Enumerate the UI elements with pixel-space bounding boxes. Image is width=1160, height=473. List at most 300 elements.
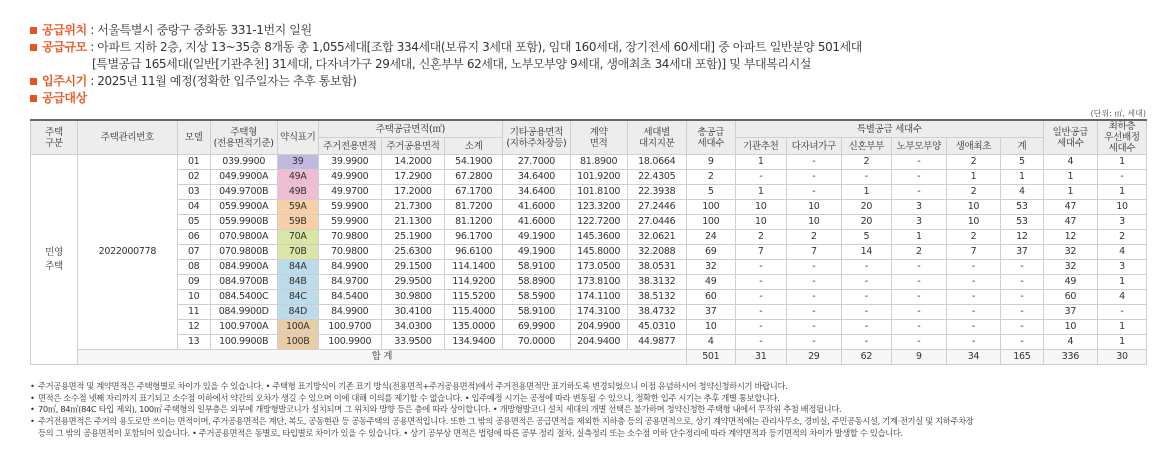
col-model: 모델 <box>177 120 210 155</box>
cell-newly: 2 <box>841 155 891 170</box>
info-scale <box>30 39 862 56</box>
cell-total: 2 <box>686 170 735 185</box>
cell-sum: - <box>1000 305 1043 320</box>
col-lowest: 최하층 우선배정 세대수 <box>1097 120 1146 155</box>
cell-model: 03 <box>177 185 210 200</box>
cell-model: 09 <box>177 275 210 290</box>
col-common: 주거공용면적 <box>381 138 444 155</box>
cell-sub: 115.4000 <box>445 305 503 320</box>
col-house-type: 주택 구분 <box>31 120 78 155</box>
cell-general: 10 <box>1043 320 1097 335</box>
cell-land: 22.4305 <box>627 170 686 185</box>
cell-multi: 10 <box>786 200 841 215</box>
cell-other: 41.6000 <box>503 215 570 230</box>
info-target <box>30 90 862 107</box>
cell-excl: 39.9900 <box>318 155 381 170</box>
cell-model: 01 <box>177 155 210 170</box>
cell-excl: 84.5400 <box>318 290 381 305</box>
cell-newly: 5 <box>841 230 891 245</box>
cell-type: 039.9900 <box>210 155 277 170</box>
cell-total: 49 <box>686 275 735 290</box>
cell-common: 30.9800 <box>381 290 444 305</box>
cell-lowest: 3 <box>1097 215 1146 230</box>
cell-first: 10 <box>946 215 1000 230</box>
cell-multi: - <box>786 185 841 200</box>
col-inst: 기관추천 <box>735 138 786 155</box>
cell-contract: 204.9900 <box>570 320 627 335</box>
cell-excl: 70.9800 <box>318 245 381 260</box>
cell-contract: 174.3100 <box>570 305 627 320</box>
cell-other: 34.6400 <box>503 170 570 185</box>
cell-other: 41.6000 <box>503 200 570 215</box>
cell-elder: 3 <box>891 215 946 230</box>
cell-land: 32.2088 <box>627 245 686 260</box>
cell-common: 25.6300 <box>381 245 444 260</box>
cell-common: 25.1900 <box>381 230 444 245</box>
cell-model: 12 <box>177 320 210 335</box>
cell-abbr: 70B <box>277 245 318 260</box>
cell-abbr: 59B <box>277 215 318 230</box>
cell-model: 02 <box>177 170 210 185</box>
notes <box>30 381 973 440</box>
cell-contract: 81.8900 <box>570 155 627 170</box>
supply-info <box>30 22 862 107</box>
cell-first: 2 <box>946 185 1000 200</box>
cell-inst: 7 <box>735 245 786 260</box>
cell-contract: 145.8000 <box>570 245 627 260</box>
cell-lowest: 1 <box>1097 275 1146 290</box>
cell-contract: 173.8100 <box>570 275 627 290</box>
cell-newly: - <box>841 290 891 305</box>
cell-house-no: 2022000778 <box>77 155 177 350</box>
cell-elder: - <box>891 335 946 350</box>
cell-general: 32 <box>1043 245 1097 260</box>
cell-other: 27.7000 <box>503 155 570 170</box>
cell-total: 100 <box>686 215 735 230</box>
cell-general: 12 <box>1043 230 1097 245</box>
table-row <box>31 260 1147 275</box>
cell-first: 10 <box>946 200 1000 215</box>
cell-lowest: 10 <box>1097 200 1146 215</box>
cell-total: 9 <box>686 155 735 170</box>
cell-multi: - <box>786 305 841 320</box>
supply-table <box>30 119 1147 365</box>
table-row <box>31 215 1147 230</box>
cell-multi: - <box>786 155 841 170</box>
table-row <box>31 275 1147 290</box>
cell-inst: 10 <box>735 200 786 215</box>
cell-sum: - <box>1000 290 1043 305</box>
cell-total: 4 <box>686 335 735 350</box>
cell-contract: 123.3200 <box>570 200 627 215</box>
bullet-square-icon <box>30 27 37 34</box>
cell-contract: 101.9200 <box>570 170 627 185</box>
table-row <box>31 305 1147 320</box>
cell-land: 22.3938 <box>627 185 686 200</box>
cell-sum: 12 <box>1000 230 1043 245</box>
cell-newly: 20 <box>841 200 891 215</box>
cell-multi: - <box>786 275 841 290</box>
cell-total-sum: 165 <box>1000 350 1043 365</box>
cell-excl: 84.9700 <box>318 275 381 290</box>
cell-other: 70.0000 <box>503 335 570 350</box>
col-abbr: 약식표기 <box>277 120 318 155</box>
table-row <box>31 170 1147 185</box>
cell-elder: - <box>891 170 946 185</box>
cell-excl: 84.9900 <box>318 305 381 320</box>
cell-excl: 70.9800 <box>318 230 381 245</box>
cell-sub: 81.7200 <box>445 200 503 215</box>
col-special: 특별공급 세대수 <box>735 120 1043 138</box>
cell-first: - <box>946 320 1000 335</box>
cell-newly: - <box>841 260 891 275</box>
cell-type: 084.9900A <box>210 260 277 275</box>
cell-general: 4 <box>1043 335 1097 350</box>
cell-total-elder: 9 <box>891 350 946 365</box>
cell-type: 059.9900A <box>210 200 277 215</box>
cell-model: 13 <box>177 335 210 350</box>
cell-elder: 1 <box>891 230 946 245</box>
cell-total: 10 <box>686 320 735 335</box>
cell-abbr: 84D <box>277 305 318 320</box>
cell-multi: - <box>786 170 841 185</box>
col-first: 생애최초 <box>946 138 1000 155</box>
note-item: • 면적은 소수점 넷째 자리까지 표기되고 소수점 이하에서 약간의 오차가 생길 수 있으며 이에 대해 이의를 제기할 수 없습니다. • 입주예정 시기는 공정에 따라 변동될 수 있으니, 정확한 입주 시기는 추후 개별 통보합니다. <box>30 393 973 405</box>
cell-sum: - <box>1000 260 1043 275</box>
cell-other: 49.1900 <box>503 245 570 260</box>
cell-sum: 53 <box>1000 200 1043 215</box>
cell-land: 18.0664 <box>627 155 686 170</box>
cell-inst: - <box>735 335 786 350</box>
cell-land: 27.0446 <box>627 215 686 230</box>
cell-sub: 96.1700 <box>445 230 503 245</box>
cell-excl: 49.9700 <box>318 185 381 200</box>
cell-land: 38.5132 <box>627 290 686 305</box>
cell-sum: 5 <box>1000 155 1043 170</box>
cell-newly: - <box>841 170 891 185</box>
cell-first: 7 <box>946 245 1000 260</box>
cell-sub: 115.5200 <box>445 290 503 305</box>
cell-multi: 7 <box>786 245 841 260</box>
cell-first: - <box>946 260 1000 275</box>
cell-sum: - <box>1000 320 1043 335</box>
cell-other: 58.9100 <box>503 305 570 320</box>
col-contract: 계약 면적 <box>570 120 627 155</box>
cell-land: 38.0531 <box>627 260 686 275</box>
cell-newly: 20 <box>841 215 891 230</box>
cell-model: 10 <box>177 290 210 305</box>
cell-elder: 3 <box>891 200 946 215</box>
cell-first: - <box>946 290 1000 305</box>
cell-multi: - <box>786 290 841 305</box>
cell-total: 60 <box>686 290 735 305</box>
table-row <box>31 335 1147 350</box>
table-row <box>31 155 1147 170</box>
col-excl: 주거전용면적 <box>318 138 381 155</box>
col-other: 기타공용면적 (지하주차장등) <box>503 120 570 155</box>
cell-general: 1 <box>1043 170 1097 185</box>
cell-land: 45.0310 <box>627 320 686 335</box>
cell-inst: - <box>735 170 786 185</box>
info-location-label: 공급위치 <box>42 23 87 37</box>
cell-common: 14.2000 <box>381 155 444 170</box>
cell-sum: 4 <box>1000 185 1043 200</box>
cell-sum: 53 <box>1000 215 1043 230</box>
bullet-square-icon <box>30 78 37 85</box>
cell-sub: 67.1700 <box>445 185 503 200</box>
cell-newly: 14 <box>841 245 891 260</box>
cell-elder: - <box>891 275 946 290</box>
cell-total: 5 <box>686 185 735 200</box>
cell-sub: 81.1200 <box>445 215 503 230</box>
cell-type: 100.9700A <box>210 320 277 335</box>
cell-elder: - <box>891 185 946 200</box>
cell-general: 32 <box>1043 260 1097 275</box>
cell-common: 34.0300 <box>381 320 444 335</box>
cell-sub: 114.9200 <box>445 275 503 290</box>
col-elder: 노부모부양 <box>891 138 946 155</box>
col-general: 일반공급 세대수 <box>1043 120 1097 155</box>
cell-total-newly: 62 <box>841 350 891 365</box>
cell-first: - <box>946 305 1000 320</box>
cell-sub: 114.1400 <box>445 260 503 275</box>
cell-sum: - <box>1000 335 1043 350</box>
info-move-in <box>30 73 862 90</box>
cell-excl: 59.9900 <box>318 200 381 215</box>
cell-sum: - <box>1000 275 1043 290</box>
cell-other: 58.8900 <box>503 275 570 290</box>
cell-first: 1 <box>946 170 1000 185</box>
cell-inst: 2 <box>735 230 786 245</box>
cell-land: 27.2446 <box>627 200 686 215</box>
cell-inst: 1 <box>735 155 786 170</box>
col-sum: 계 <box>1000 138 1043 155</box>
cell-abbr: 70A <box>277 230 318 245</box>
col-area: 주택공급면적(㎡) <box>318 120 503 138</box>
cell-type: 070.9800B <box>210 245 277 260</box>
cell-inst: - <box>735 275 786 290</box>
cell-lowest: 1 <box>1097 335 1146 350</box>
cell-lowest: 1 <box>1097 155 1146 170</box>
cell-general: 4 <box>1043 155 1097 170</box>
cell-other: 58.9100 <box>503 260 570 275</box>
note-item: 등의 그 밖의 공용면적이 포함되어 있습니다. • 주거공용면적은 동별로, 타입별로 차이가 있을 수 있습니다. • 상기 공부상 면적은 법령에 따른 공부 정리 절차, 실측정리 또는 소수점 이하 단수정리에 따라 계약면적과 등기면적의 차이가 발생할 수 있습니다. <box>38 427 903 438</box>
cell-type: 100.9900B <box>210 335 277 350</box>
cell-land: 44.9877 <box>627 335 686 350</box>
cell-newly: 1 <box>841 185 891 200</box>
cell-elder: 2 <box>891 245 946 260</box>
cell-excl: 100.9700 <box>318 320 381 335</box>
bullet-square-icon <box>30 44 37 51</box>
cell-total-first: 34 <box>946 350 1000 365</box>
cell-type: 049.9900A <box>210 170 277 185</box>
cell-newly: - <box>841 335 891 350</box>
info-move-in-label: 입주시기 <box>42 74 87 88</box>
cell-newly: - <box>841 275 891 290</box>
cell-total-label: 합 계 <box>77 350 686 365</box>
cell-land: 32.0621 <box>627 230 686 245</box>
cell-first: - <box>946 275 1000 290</box>
cell-elder: - <box>891 290 946 305</box>
col-multi: 다자녀가구 <box>786 138 841 155</box>
cell-abbr: 84B <box>277 275 318 290</box>
cell-excl: 59.9900 <box>318 215 381 230</box>
info-scale-label: 공급규모 <box>42 40 87 54</box>
cell-lowest: 1 <box>1097 185 1146 200</box>
cell-abbr: 59A <box>277 200 318 215</box>
info-move-in-text: : 2025년 11월 예정(정확한 입주일자는 추후 통보함) <box>86 74 357 88</box>
cell-elder: - <box>891 320 946 335</box>
cell-inst: 10 <box>735 215 786 230</box>
cell-total-inst: 31 <box>735 350 786 365</box>
total-row <box>31 350 1147 365</box>
col-house-no: 주택관리번호 <box>77 120 177 155</box>
cell-contract: 145.3600 <box>570 230 627 245</box>
cell-first: - <box>946 335 1000 350</box>
cell-elder: - <box>891 260 946 275</box>
note-item: • 주거전용면적은 주거의 용도로만 쓰이는 면적이며, 주거공용면적은 계단, 복도, 공동현관 등 공동주택의 공용면적입니다. 또한 그 밖의 공용면적은 공급면적을 제외한 지하층 등의 공용면적으로, 상기 계약면적에는 관리사무소, 경비실, 주민공동시설, 기계·전기실 및 지하주차장 <box>30 416 973 428</box>
cell-abbr: 49B <box>277 185 318 200</box>
cell-general: 1 <box>1043 185 1097 200</box>
unit-note: (단위: ㎡, 세대) <box>1090 109 1146 118</box>
cell-excl: 49.9900 <box>318 170 381 185</box>
cell-lowest: 4 <box>1097 290 1146 305</box>
cell-general: 47 <box>1043 215 1097 230</box>
cell-abbr: 84A <box>277 260 318 275</box>
cell-sub: 135.0000 <box>445 320 503 335</box>
cell-total: 69 <box>686 245 735 260</box>
cell-multi: - <box>786 260 841 275</box>
cell-type: 084.5400C <box>210 290 277 305</box>
cell-multi: - <box>786 320 841 335</box>
cell-general: 47 <box>1043 200 1097 215</box>
cell-model: 06 <box>177 230 210 245</box>
cell-sub: 96.6100 <box>445 245 503 260</box>
cell-model: 07 <box>177 245 210 260</box>
cell-lowest: - <box>1097 170 1146 185</box>
cell-inst: - <box>735 290 786 305</box>
note-item: • 70㎡, 84㎡(84C 타입 제외), 100㎡ 주택형의 일부층은 외부에 개방형발코니가 설치되며 그 위치와 방향 등은 층에 따라 상이합니다. • 개방형발코니 설치 세대의 개별 선택은 불가하며 청약신청한 주택형 내에서 무작위 추첨 배정됩니다. <box>30 404 973 416</box>
info-location <box>30 22 862 39</box>
cell-newly: - <box>841 320 891 335</box>
table-row <box>31 290 1147 305</box>
cell-other: 69.9900 <box>503 320 570 335</box>
table-row <box>31 320 1147 335</box>
cell-type: 084.9900D <box>210 305 277 320</box>
cell-common: 21.7300 <box>381 200 444 215</box>
cell-type: 049.9700B <box>210 185 277 200</box>
col-type: 주택형 (전용면적기준) <box>210 120 277 155</box>
cell-excl: 84.9900 <box>318 260 381 275</box>
cell-total-general: 336 <box>1043 350 1097 365</box>
cell-model: 11 <box>177 305 210 320</box>
table-row <box>31 185 1147 200</box>
cell-contract: 173.0500 <box>570 260 627 275</box>
cell-model: 04 <box>177 200 210 215</box>
cell-common: 17.2000 <box>381 185 444 200</box>
cell-newly: - <box>841 305 891 320</box>
cell-inst: - <box>735 260 786 275</box>
cell-general: 49 <box>1043 275 1097 290</box>
cell-first: 2 <box>946 155 1000 170</box>
cell-sub: 134.9400 <box>445 335 503 350</box>
cell-abbr: 84C <box>277 290 318 305</box>
cell-lowest: 1 <box>1097 320 1146 335</box>
cell-other: 34.6400 <box>503 185 570 200</box>
cell-total: 24 <box>686 230 735 245</box>
cell-sub: 54.1900 <box>445 155 503 170</box>
cell-common: 17.2900 <box>381 170 444 185</box>
cell-lowest: 2 <box>1097 230 1146 245</box>
cell-excl: 100.9900 <box>318 335 381 350</box>
col-subtotal: 소계 <box>445 138 503 155</box>
cell-category: 민영 주택 <box>31 155 78 365</box>
cell-multi: 10 <box>786 215 841 230</box>
cell-general: 37 <box>1043 305 1097 320</box>
cell-elder: - <box>891 155 946 170</box>
cell-contract: 122.7200 <box>570 215 627 230</box>
info-location-text: : 서울특별시 중랑구 중화동 331-1번지 일원 <box>86 23 312 37</box>
bullet-square-icon <box>30 95 37 102</box>
cell-inst: - <box>735 320 786 335</box>
cell-abbr: 100B <box>277 335 318 350</box>
cell-lowest: - <box>1097 305 1146 320</box>
cell-multi: - <box>786 335 841 350</box>
cell-type: 084.9700B <box>210 275 277 290</box>
cell-lowest: 4 <box>1097 245 1146 260</box>
cell-first: 2 <box>946 230 1000 245</box>
cell-multi: 2 <box>786 230 841 245</box>
cell-type: 059.9900B <box>210 215 277 230</box>
cell-total-lowest: 30 <box>1097 350 1146 365</box>
cell-inst: - <box>735 305 786 320</box>
cell-model: 08 <box>177 260 210 275</box>
cell-contract: 101.8100 <box>570 185 627 200</box>
cell-abbr: 100A <box>277 320 318 335</box>
note-item: • 주거공용면적 및 계약면적은 주택형별로 차이가 있을 수 있습니다. • 주택형 표기방식이 기존 표기 방식(전용면적+주거공용면적)에서 주거전용면적만 표기하도록 변경되었으니 이점 유념하시어 청약신청하시기 바랍니다. <box>30 381 973 393</box>
cell-common: 21.1300 <box>381 215 444 230</box>
cell-land: 38.4732 <box>627 305 686 320</box>
cell-abbr: 49A <box>277 170 318 185</box>
cell-other: 49.1900 <box>503 230 570 245</box>
cell-total: 37 <box>686 305 735 320</box>
info-scale-text: : 아파트 지하 2층, 지상 13~35층 8개동 총 1,055세대[조합 334세대(보류지 3세대 포함), 임대 160세대, 장기전세 60세대] 중 아파트 일반분양 501세대 <box>86 40 862 54</box>
cell-elder: - <box>891 305 946 320</box>
cell-general: 60 <box>1043 290 1097 305</box>
cell-sum: 1 <box>1000 170 1043 185</box>
cell-common: 30.4100 <box>381 305 444 320</box>
cell-common: 29.1500 <box>381 260 444 275</box>
cell-other: 58.5900 <box>503 290 570 305</box>
col-total: 총공급 세대수 <box>686 120 735 155</box>
cell-common: 33.9500 <box>381 335 444 350</box>
info-target-label: 공급대상 <box>42 91 87 105</box>
cell-contract: 174.1100 <box>570 290 627 305</box>
cell-inst: 1 <box>735 185 786 200</box>
cell-model: 05 <box>177 215 210 230</box>
cell-contract: 204.9400 <box>570 335 627 350</box>
cell-lowest: 3 <box>1097 260 1146 275</box>
cell-land: 38.3132 <box>627 275 686 290</box>
cell-total-multi: 29 <box>786 350 841 365</box>
cell-abbr: 39 <box>277 155 318 170</box>
cell-type: 070.9800A <box>210 230 277 245</box>
table-row <box>31 245 1147 260</box>
cell-common: 29.9500 <box>381 275 444 290</box>
cell-total: 100 <box>686 200 735 215</box>
col-newly: 신혼부부 <box>841 138 891 155</box>
cell-total: 32 <box>686 260 735 275</box>
